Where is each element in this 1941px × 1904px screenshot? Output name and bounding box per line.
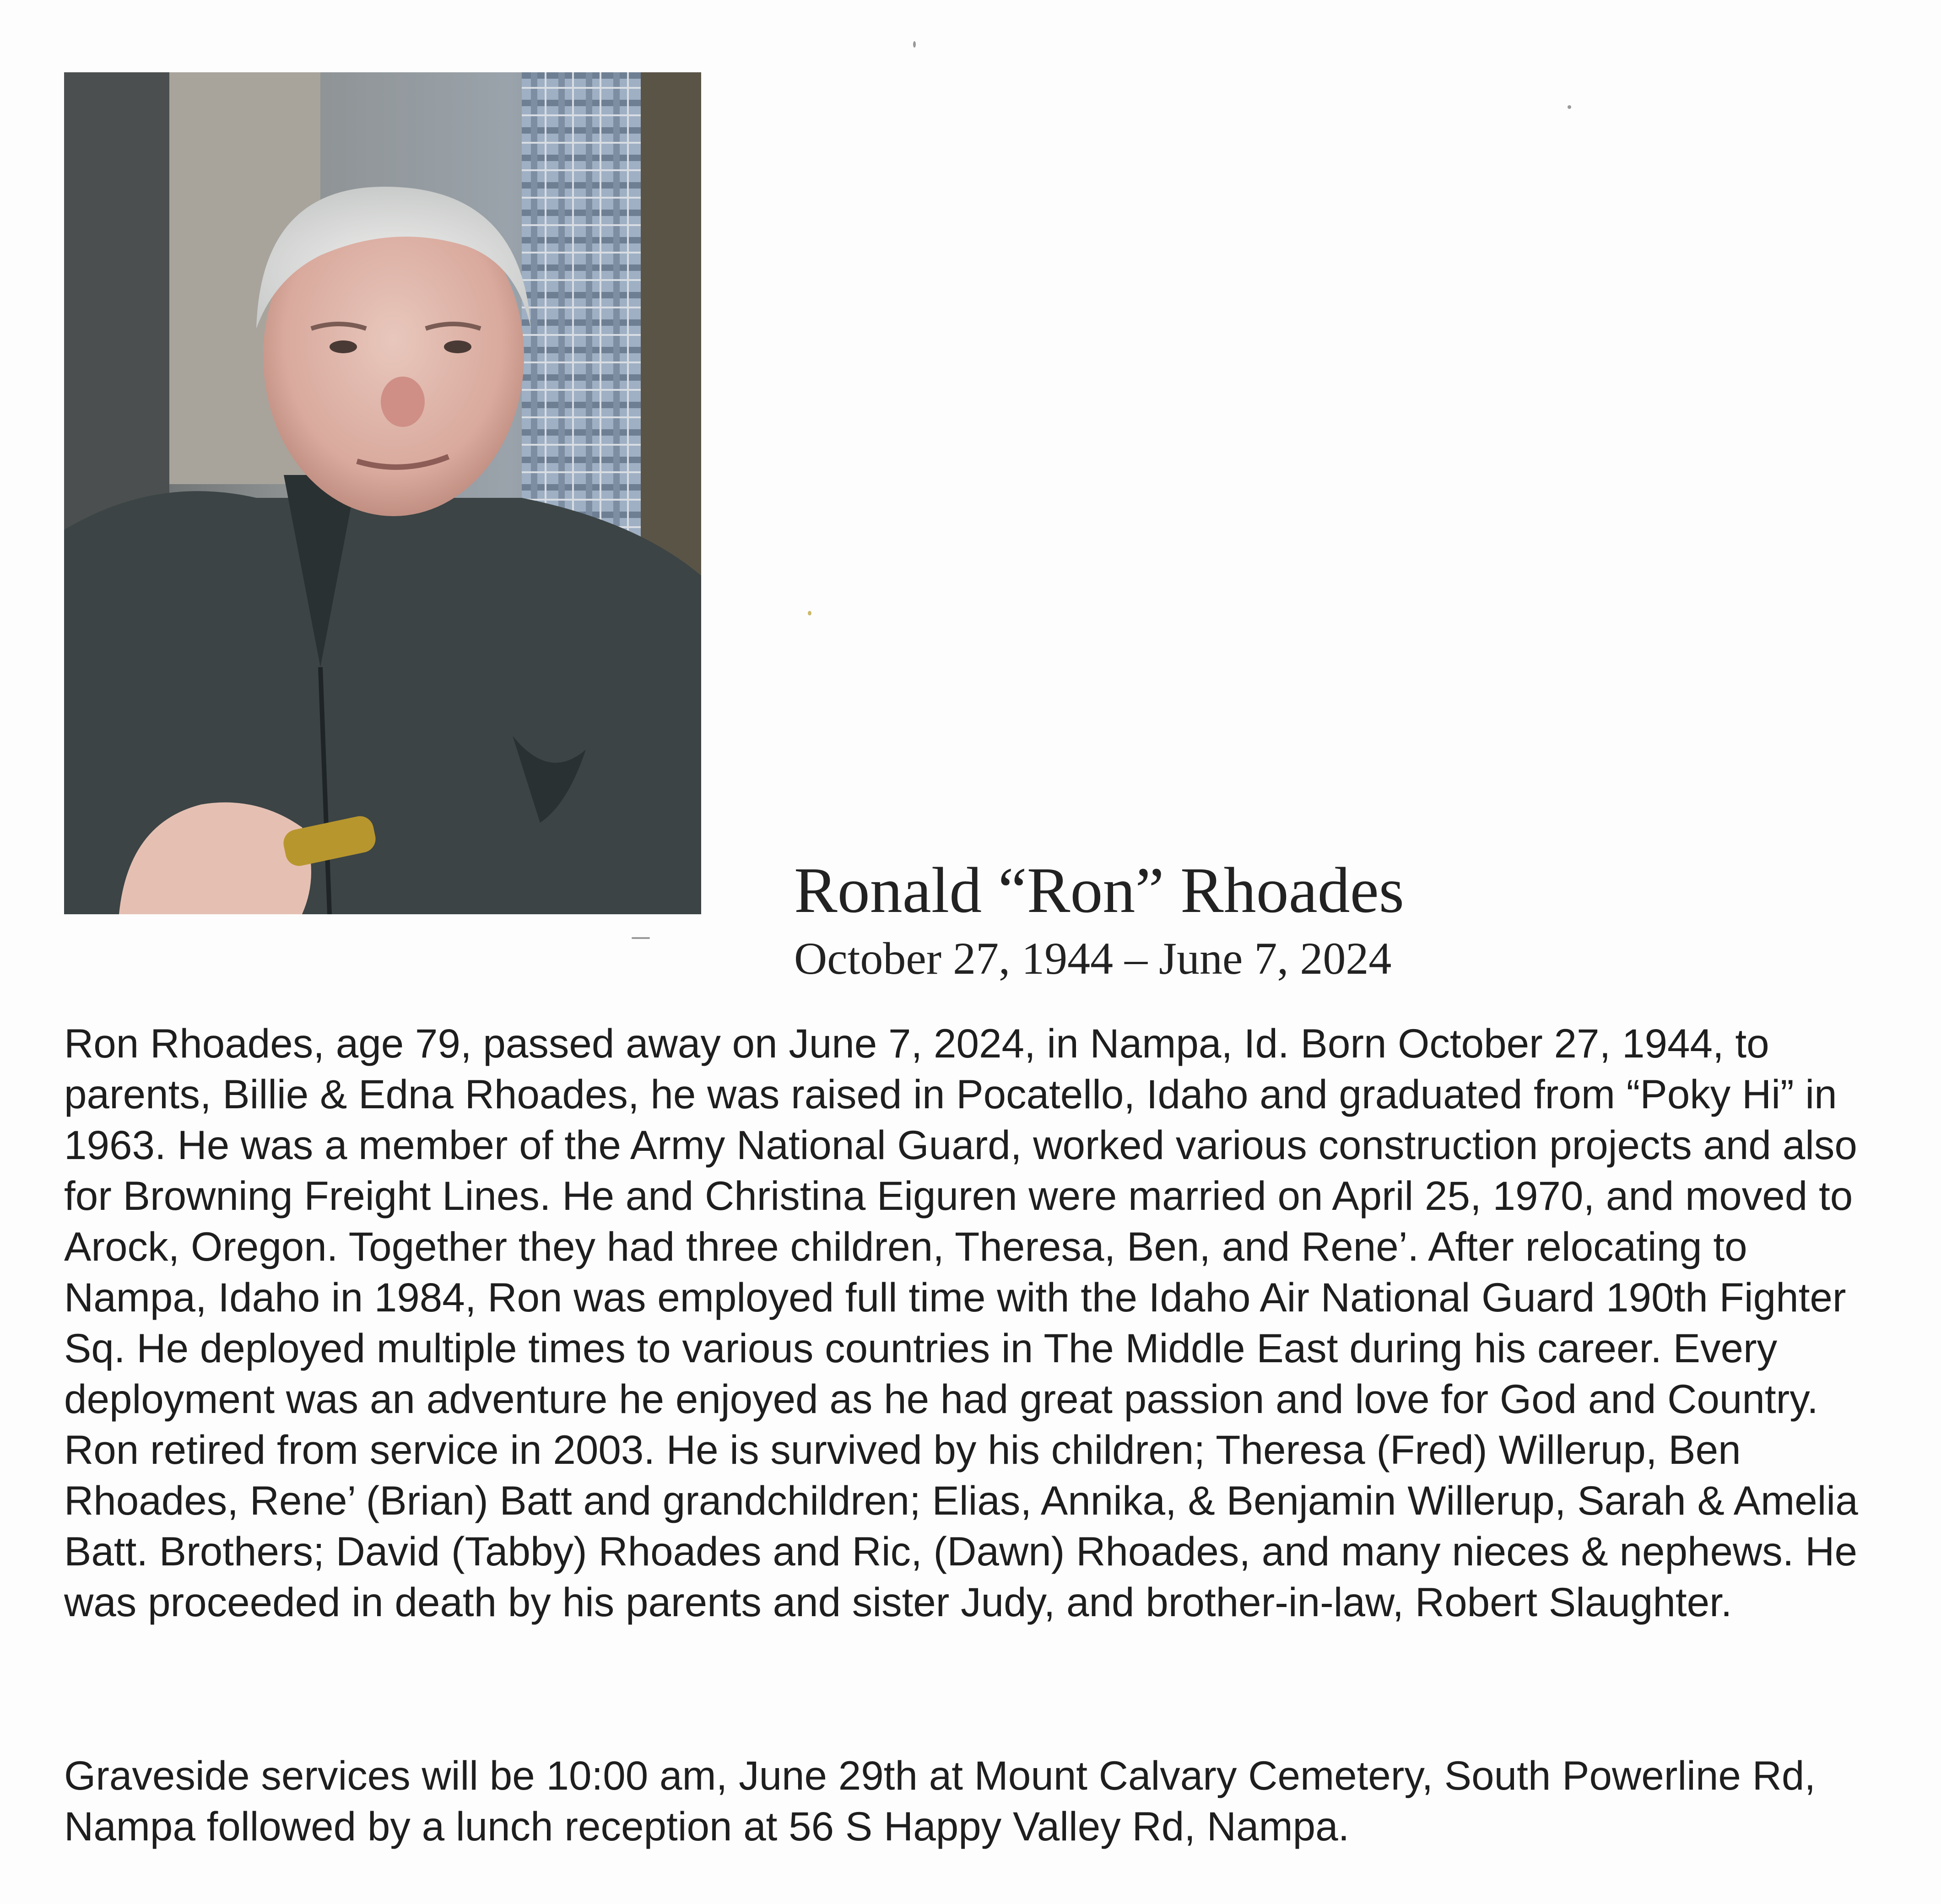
life-dates: October 27, 1944 – June 7, 2024: [794, 933, 1392, 984]
scan-speck: [913, 41, 916, 48]
scan-speck: [632, 937, 650, 939]
deceased-name: Ronald “Ron” Rhoades: [794, 854, 1404, 926]
title-block: [794, 851, 1618, 988]
scan-speck: [808, 611, 811, 615]
portrait-photo: [64, 72, 701, 914]
biography-paragraph: Ron Rhoades, age 79, passed away on June 7, 2024, in Nampa, Id. Born October 27, 1944, to parents, Billie & Edna Rhoades, he was raised in Pocatello, Idaho and graduated from “Poky Hi” in 1963. He was a member of the Army National Guard, worked various construction projects and also for Browning Freight Lines. He and Christina Eiguren were married on April 25, 1970, and moved to Arock, Oregon. Together they had three children, Theresa, Ben, and Rene’. After relocating to Nampa, Idaho in 1984, Ron was employed full time with the Idaho Air National Guard 190th Fighter Sq. He deployed multiple times to various countries in The Middle East during his career. Every deployment was an adventure he enjoyed as he had great passion and love for God and Country. Ron retired from service in 2003. He is survived by his children; Theresa (Fred) Willerup, Ben Rhoades, Rene’ (Brian) Batt and grandchildren; Elias, Annika, & Benjamin Willerup, Sarah & Amelia Batt. Brothers; David (Tabby) Rhoades and Ric, (Dawn) Rhoades, and many nieces & nephews. He was proceeded in death by his parents and sister Judy, and brother-in-law, Robert Slaughter.: [64, 1020, 1858, 1625]
services-info: [64, 1750, 1867, 1852]
biography: [64, 1018, 1867, 1628]
services-paragraph: Graveside services will be 10:00 am, June 29th at Mount Calvary Cemetery, South Powerline Rd, Nampa followed by a lunch reception at 56 S Happy Valley Rd, Nampa.: [64, 1753, 1816, 1849]
portrait-photo-icon: [64, 72, 701, 914]
scan-speck: [1568, 105, 1571, 109]
